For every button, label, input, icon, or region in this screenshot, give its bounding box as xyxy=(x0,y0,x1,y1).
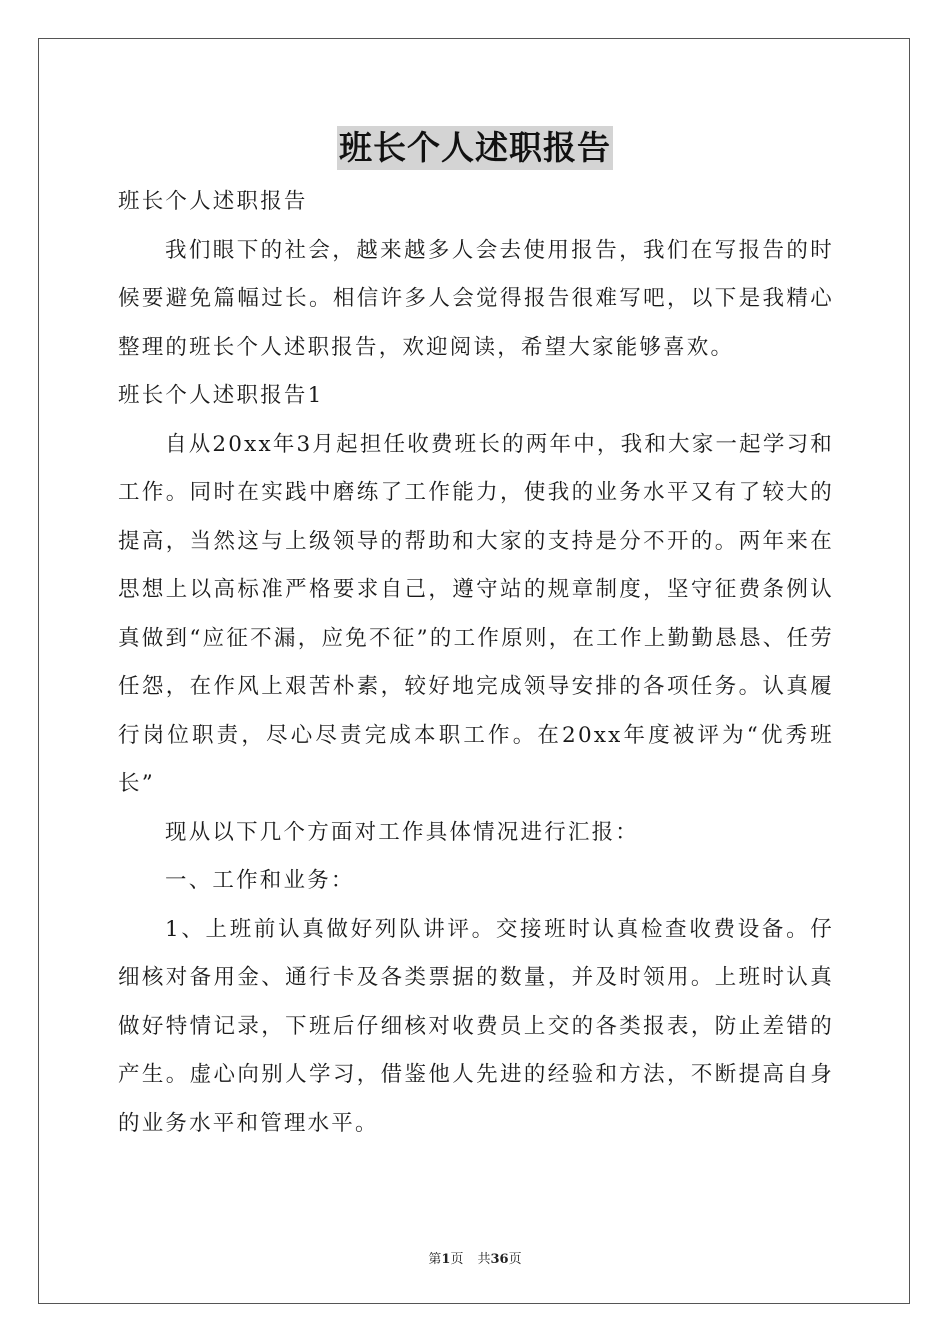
document-body xyxy=(118,178,834,1148)
body-paragraph: 1、上班前认真做好列队讲评。交接班时认真检查收费设备。仔细核对备用金、通行卡及各类票据的数量，并及时领用。上班时认真做好特情记录，下班后仔细核对收费员上交的各类报表，防止差错的产生。虚心向别人学习，借鉴他人先进的经验和方法，不断提高自身的业务水平和管理水平。 xyxy=(118,916,834,1136)
document-title: 班长个人述职报告 xyxy=(337,126,613,170)
page-prefix: 第 xyxy=(428,1252,442,1267)
body-paragraph: 自从20xx年3月起担任收费班长的两年中，我和大家一起学习和工作。同时在实践中磨练了工作能力，使我的业务水平又有了较大的提高，当然这与上级领导的帮助和大家的支持是分不开的。两年来在思想上以高标准严格要求自己，遵守站的规章制度，坚守征费条例认真做到“应征不漏，应免不征”的工作原则，在工作上勤勤恳恳、任劳任怨，在作风上艰苦朴素，较好地完成领导安排的各项任务。认真履行岗位职责，尽心尽责完成本职工作。在20xx年度被评为“优秀班长” xyxy=(118,431,834,796)
page-footer xyxy=(0,1248,950,1267)
subsection-heading: 一、工作和业务： xyxy=(165,868,355,893)
total-prefix: 共 xyxy=(477,1252,491,1267)
section-heading: 班长个人述职报告1 xyxy=(118,383,324,408)
total-pages: 36 xyxy=(490,1252,509,1267)
page-number: 1 xyxy=(441,1252,451,1267)
intro-paragraph: 我们眼下的社会，越来越多人会去使用报告，我们在写报告的时候要避免篇幅过长。相信许多人会觉得报告很难写吧，以下是我精心整理的班长个人述职报告，欢迎阅读，希望大家能够喜欢。 xyxy=(118,237,834,360)
body-paragraph: 现从以下几个方面对工作具体情况进行汇报： xyxy=(165,819,640,845)
title-container xyxy=(0,126,950,170)
page-suffix: 页 xyxy=(450,1252,464,1267)
total-suffix: 页 xyxy=(508,1252,522,1267)
subtitle-line: 班长个人述职报告 xyxy=(118,189,308,214)
